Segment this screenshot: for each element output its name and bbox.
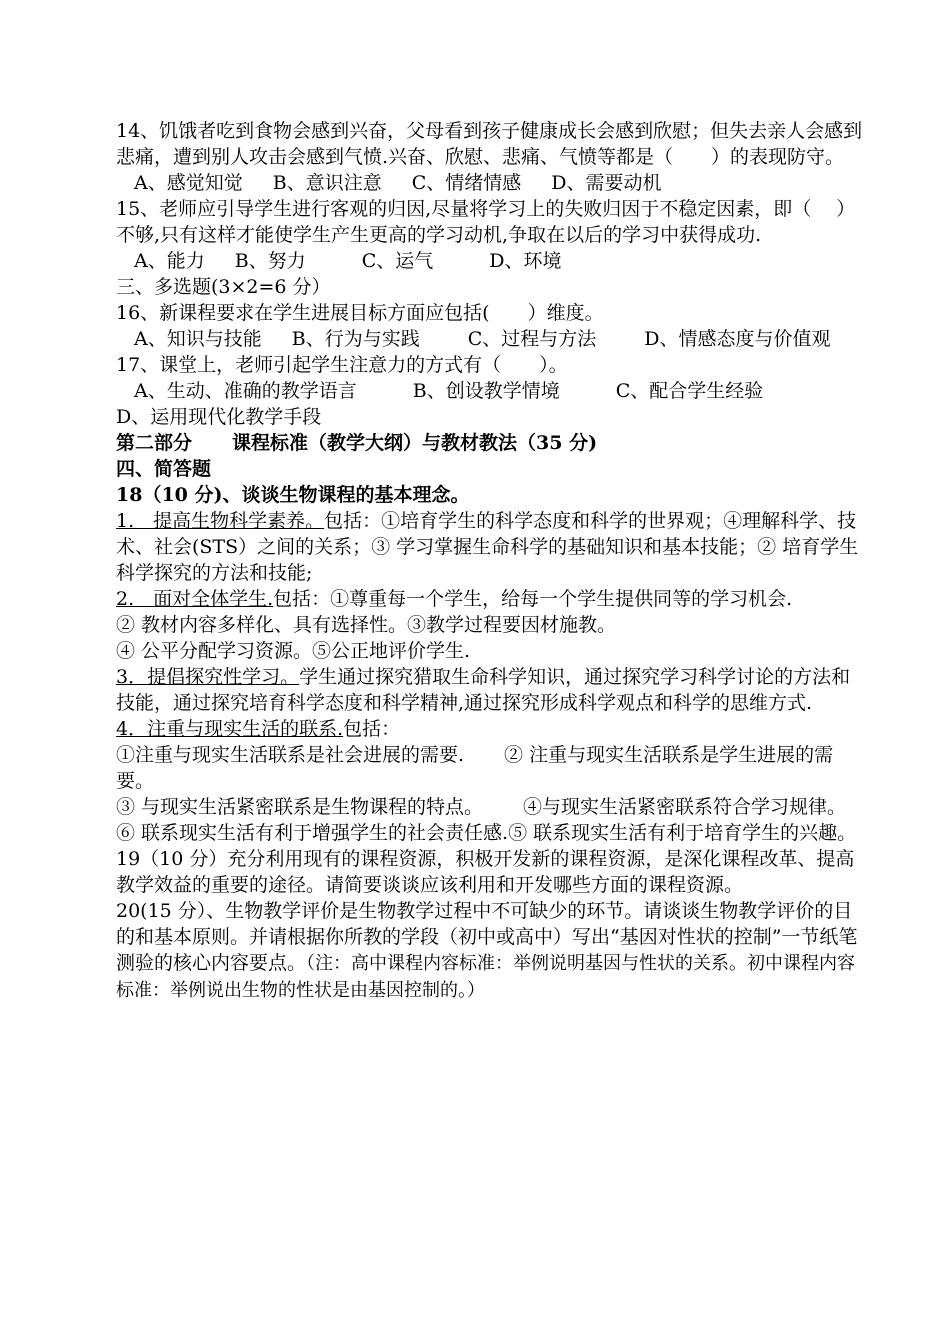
q18-point-3 [116, 664, 866, 716]
option-b: B、行为与实践 [291, 328, 420, 350]
part-2-heading [116, 430, 866, 456]
section-3-heading: 三、多选题(3×2=6 分） [116, 276, 331, 298]
question-14-options [116, 170, 866, 196]
q18-point-1-body: 包括：①培育学生的科学态度和科学的世界观；④理解科学、技术、社会(STS）之间的关系；③ 学习掌握生命科学的基础知识和基本技能；② 培育学生科学探究的方法和技能; [116, 510, 859, 584]
option-a: A、感觉知觉 [134, 172, 243, 194]
option-a: A、知识与技能 [134, 328, 262, 350]
question-20-stem: 20(15 分）、生物教学评价是生物教学过程中不可缺少的环节。请谈谈生物教学评价的目的和基本原则。并请根据你所教的学段（初中或高中）写出“基因对性状的控制”一节纸笔测验的核心内容要点。 [116, 900, 858, 974]
q18-point-2-line-3: ④ 公平分配学习资源。⑤公正地评价学生. [116, 640, 471, 662]
question-20-note: （注：高中课程内容标准：举例说明基因与性状的关系。初中课程内容标准：举例说出生物的性状是由基因控制的。） [116, 953, 856, 1001]
question-14-stem: 14、饥饿者吃到食物会感到兴奋，父母看到孩子健康成长会感到欣慰；但失去亲人会感到悲痛，遭到别人攻击会感到气愤.兴奋、欣慰、悲痛、气愤等都是（ ）的表现防守。 [116, 120, 863, 168]
q18-point-4-line-3: ⑥ 联系现实生活有利于增强学生的社会责任感.⑤ 联系现实生活有利于培育学生的兴趣。 [116, 822, 857, 844]
question-17-options [116, 378, 866, 430]
question-16-stem: 16、新课程要求在学生进展目标方面应包括( ）维度。 [116, 302, 604, 324]
option-c: C、配合学生经验 [615, 380, 764, 402]
q18-point-2-body: 包括：①尊重每一个学生，给每一个学生提供同等的学习机会. [273, 588, 793, 610]
q18-point-2 [116, 586, 866, 612]
q18-point-1 [116, 508, 866, 586]
part-2-title: 课程标准（教学大纲）与教材教法（35 分) [232, 432, 598, 454]
q18-point-2-line-2: ② 教材内容多样化、具有选择性。③教学过程要因材施教。 [116, 614, 617, 636]
q18-point-4-line-2b: ④与现实生活紧密联系符合学习规律。 [523, 796, 847, 818]
q18-point-1-head: 1. 提高生物科学素养。 [116, 510, 325, 532]
q18-point-3-head: 3．提倡探究性学习。 [116, 666, 300, 688]
option-d: D、情感态度与价值观 [644, 328, 831, 350]
q18-point-4-line-2 [116, 794, 866, 820]
q18-point-4-head: 4．注重与现实生活的联系. [116, 718, 344, 740]
question-20 [116, 898, 866, 1004]
part-2-prefix: 第二部分 [116, 432, 193, 454]
option-d: D、环境 [489, 250, 562, 272]
question-15-options [116, 248, 866, 274]
option-d: D、运用现代化教学手段 [116, 406, 322, 428]
question-19: 19（10 分）充分利用现有的课程资源，积极开发新的课程资源，是深化课程改革、提高教学效益的重要的途径。请简要谈谈应该利用和开发哪些方面的课程资源。 [116, 848, 855, 896]
option-c: C、过程与方法 [467, 328, 597, 350]
q18-point-4-line-1b: ② 注重与现实生活联系是学生进展的需要。 [116, 744, 834, 792]
option-c: C、运气 [361, 250, 434, 272]
option-c: C、情绪情感 [411, 172, 522, 194]
q18-point-3-body: 学生通过探究猎取生命科学知识，通过探究学习科学讨论的方法和技能，通过探究培育科学态度和科学精神,通过探究形成科学观点和科学的思维方式. [116, 666, 851, 714]
q18-point-4-line-1 [116, 742, 866, 794]
q18-point-2-head: 2. 面对全体学生. [116, 588, 274, 610]
question-18-title: 18（10 分)、谈谈生物课程的基本理念。 [116, 484, 470, 506]
q18-point-4-line-2a: ③ 与现实生活紧密联系是生物课程的特点。 [116, 796, 484, 818]
option-b: B、创设教学情境 [412, 380, 560, 402]
option-b: B、努力 [234, 250, 306, 272]
question-17-stem: 17、课堂上，老师引起学生注意力的方式有（ ）。 [116, 354, 568, 376]
q18-point-4 [116, 716, 866, 742]
option-b: B、意识注意 [272, 172, 382, 194]
question-15-stem: 15、老师应引导学生进行客观的归因,尽量将学习上的失败归因于不稳定因素，即（ ）不够,只有这样才能使学生产生更高的学习动机,争取在以后的学习中获得成功. [116, 198, 856, 246]
question-16-options [116, 326, 866, 352]
option-d: D、需要动机 [551, 172, 662, 194]
document-page [116, 118, 866, 1004]
section-4-heading: 四、简答题 [116, 458, 212, 480]
option-a: A、能力 [134, 250, 205, 272]
option-a: A、生动、准确的教学语言 [134, 380, 357, 402]
q18-point-4-line-1a: ①注重与现实生活联系是社会进展的需要. [116, 744, 465, 766]
q18-point-4-body: 包括： [343, 718, 401, 740]
